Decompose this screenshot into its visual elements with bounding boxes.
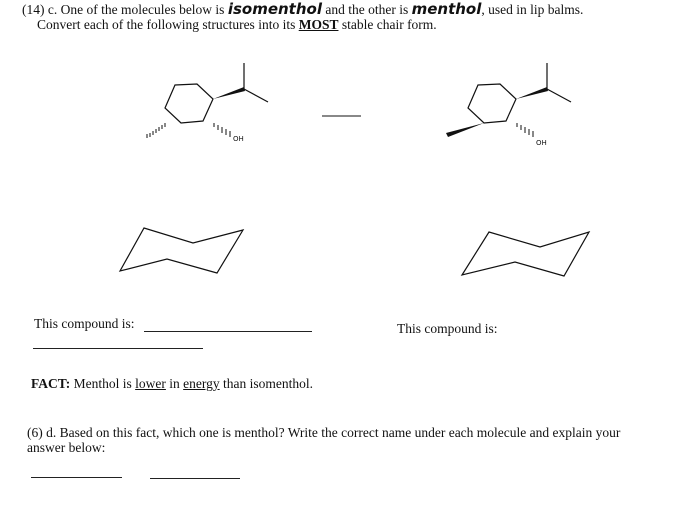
question-d-line2: answer below: bbox=[27, 440, 106, 455]
instruction-before: Convert each of the following structures into its bbox=[37, 17, 299, 32]
menthol-term: menthol bbox=[411, 0, 482, 18]
most-emphasis: MOST bbox=[298, 17, 339, 32]
left-answer-blank-2[interactable] bbox=[33, 348, 203, 349]
left-hashed-methyl bbox=[147, 123, 165, 138]
right-oh-label: OH bbox=[536, 139, 547, 147]
fact-in: in bbox=[165, 376, 184, 391]
fact-lower: lower bbox=[135, 376, 166, 391]
left-answer-blank[interactable] bbox=[144, 331, 312, 332]
left-cyclohexane-structure bbox=[165, 63, 268, 123]
answer-blank-1[interactable] bbox=[31, 477, 122, 478]
fact-before: Menthol is bbox=[70, 376, 136, 391]
isomenthol-term: isomenthol bbox=[227, 0, 322, 18]
right-cyclohexane-structure bbox=[468, 63, 571, 123]
question-c-end: , used in lip balms. bbox=[481, 2, 584, 17]
question-c-prefix: (14) c. One of the molecules below is bbox=[22, 2, 228, 17]
answer-blank-2[interactable] bbox=[150, 478, 240, 479]
left-chair-template bbox=[120, 228, 243, 273]
right-chair-template bbox=[462, 232, 589, 276]
left-oh-label: OH bbox=[233, 135, 244, 143]
question-c-middle: and the other is bbox=[321, 2, 412, 17]
fact-energy: energy bbox=[183, 376, 220, 391]
right-wedge-methyl bbox=[446, 123, 484, 137]
right-compound-label: This compound is: bbox=[397, 321, 498, 336]
fact-line bbox=[31, 376, 313, 392]
question-d-line1: (6) d. Based on this fact, which one is menthol? Write the correct name under each molecule and explain your bbox=[27, 425, 621, 440]
left-hashed-oh-bond bbox=[214, 123, 230, 137]
fact-label: FACT: bbox=[31, 376, 71, 391]
left-compound-label: This compound is: bbox=[34, 316, 135, 331]
instruction-after: stable chair form. bbox=[338, 17, 437, 32]
fact-after: than isomenthol. bbox=[219, 376, 314, 391]
right-hashed-oh-bond bbox=[517, 123, 533, 137]
